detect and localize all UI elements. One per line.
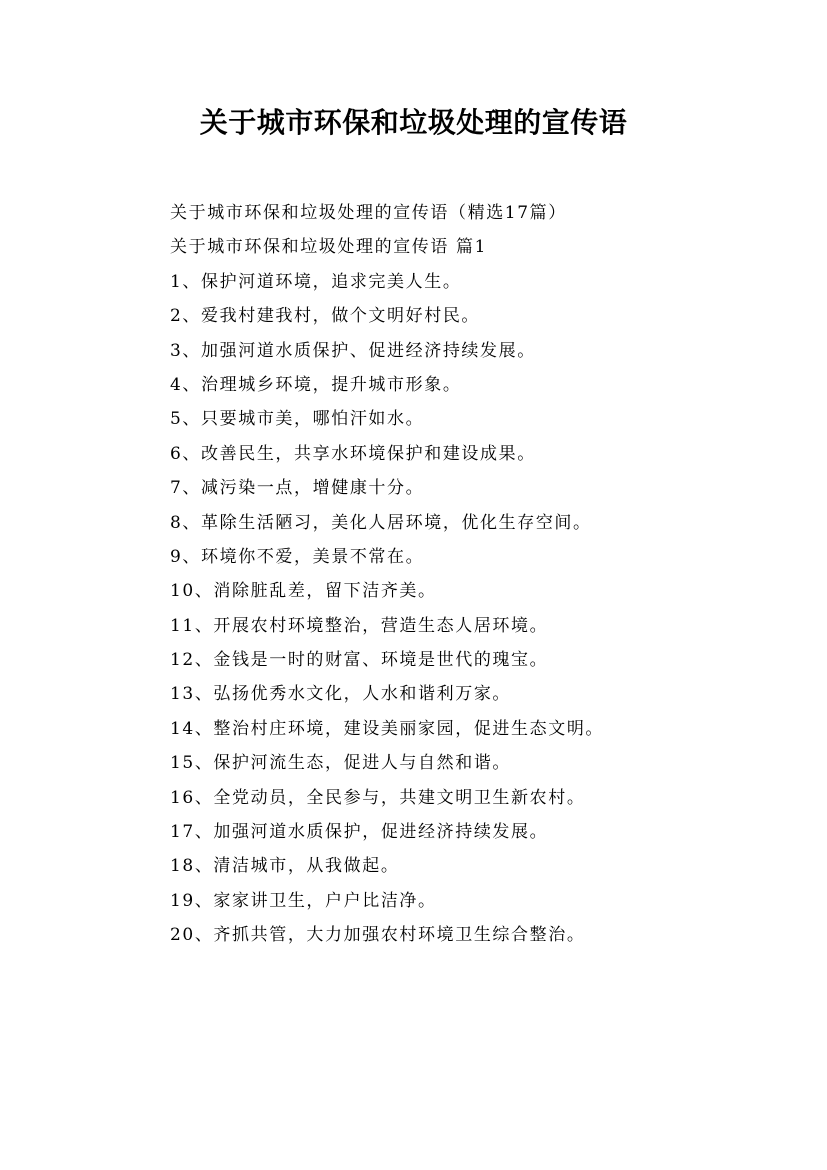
document-subtitle: 关于城市环保和垃圾处理的宣传语（精选17篇）: [170, 203, 567, 223]
slogan-item: 19、家家讲卫生，户户比洁净。: [170, 890, 437, 911]
slogan-item: 13、弘扬优秀水文化，人水和谐利万家。: [170, 684, 512, 705]
slogan-item: 16、全党动员，全民参与，共建文明卫生新农村。: [170, 787, 586, 808]
document-title: 关于城市环保和垃圾处理的宣传语: [199, 106, 628, 139]
slogan-item: 9、环境你不爱，美景不常在。: [170, 546, 425, 567]
slogan-item: 1、保护河道环境，追求完美人生。: [170, 271, 462, 292]
section-heading: 关于城市环保和垃圾处理的宣传语 篇1: [170, 237, 488, 258]
slogan-item: 10、消除脏乱差，留下洁齐美。: [170, 581, 437, 602]
slogan-item: 11、开展农村环境整治，营造生态人居环境。: [170, 615, 549, 636]
slogan-list: [170, 265, 770, 953]
slogan-item: 6、改善民生，共享水环境保护和建设成果。: [170, 443, 536, 464]
slogan-item: 7、减污染一点，增健康十分。: [170, 478, 425, 499]
slogan-item: 3、加强河道水质保护、促进经济持续发展。: [170, 340, 536, 361]
slogan-item: 12、金钱是一时的财富、环境是世代的瑰宝。: [170, 650, 549, 671]
slogan-item: 8、革除生活陋习，美化人居环境，优化生存空间。: [170, 512, 592, 533]
slogan-item: 2、爱我村建我村，做个文明好村民。: [170, 306, 481, 327]
slogan-item: 15、保护河流生态，促进人与自然和谐。: [170, 753, 512, 774]
slogan-item: 20、齐抓共管，大力加强农村环境卫生综合整治。: [170, 925, 586, 946]
slogan-item: 5、只要城市美，哪怕汗如水。: [170, 409, 425, 430]
document-body: [170, 196, 770, 953]
slogan-item: 18、清洁城市，从我做起。: [170, 856, 400, 877]
slogan-item: 4、治理城乡环境，提升城市形象。: [170, 374, 462, 395]
slogan-item: 14、整治村庄环境，建设美丽家园，促进生态文明。: [170, 718, 605, 739]
slogan-item: 17、加强河道水质保护，促进经济持续发展。: [170, 822, 549, 843]
